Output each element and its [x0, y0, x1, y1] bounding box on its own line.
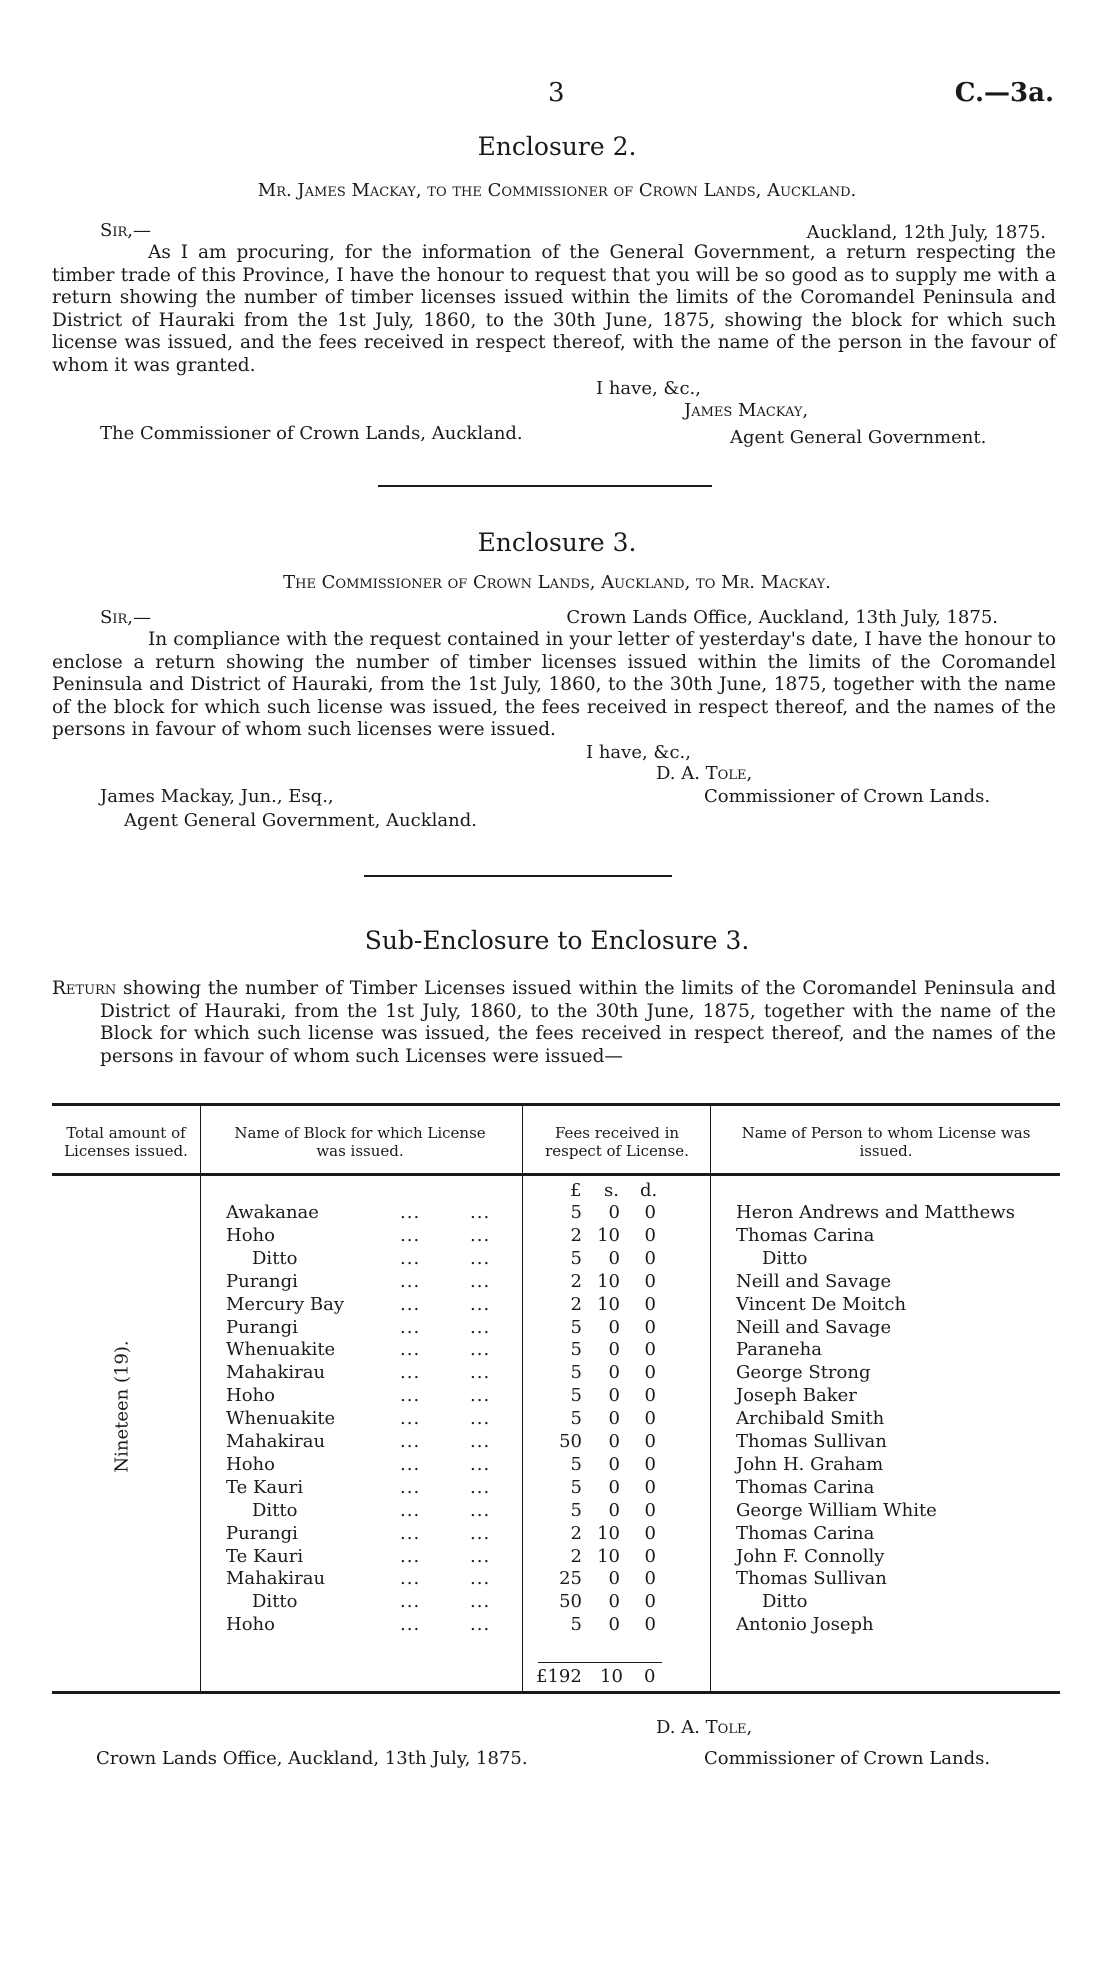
block-name: Hoho — [226, 1614, 275, 1636]
leader-dots: ... — [470, 1362, 491, 1384]
total-pounds: £192 — [536, 1666, 582, 1687]
person-name: John H. Graham — [736, 1453, 884, 1475]
person-name: George Strong — [736, 1362, 871, 1384]
fee-pence: 0 — [644, 1224, 656, 1246]
fee-pence: 0 — [644, 1385, 656, 1407]
fee-pence: 0 — [644, 1614, 656, 1636]
fee-pence: 0 — [644, 1453, 656, 1475]
fee-shillings: 0 — [608, 1316, 620, 1338]
fee-pence: 0 — [644, 1568, 656, 1590]
leader-dots: ... — [400, 1270, 421, 1292]
table-row — [0, 1500, 1114, 1523]
enclosure-2-body: As I am procuring, for the information of the General Government, a return respecting the timber trade of this Province, I have the honour to request that you will be so good as to supply me with a return showing the number of timber licenses issued within the limits of the Coromandel Peninsula and District of Hauraki from the 1st July, 1860, to the 30th June, 1875, showing the block for which such license was issued, and the fees received in respect thereof, with the name of the person in the favour of whom it was granted. — [52, 242, 1056, 376]
document-reference: C.—3a. — [954, 78, 1054, 108]
fee-shillings: 0 — [608, 1408, 620, 1430]
leader-dots: ... — [470, 1499, 491, 1521]
fee-shillings: 10 — [597, 1522, 620, 1544]
fee-pounds: 50 — [559, 1431, 582, 1452]
person-name: Thomas Carina — [736, 1224, 875, 1246]
table-row — [0, 1591, 1114, 1614]
block-name: Purangi — [226, 1522, 298, 1544]
fee-shillings: 0 — [608, 1476, 620, 1498]
fee-pounds: 5 — [570, 1408, 582, 1430]
fee-pence: 0 — [644, 1431, 656, 1452]
leader-dots: ... — [470, 1247, 491, 1269]
total-licenses-count: Nineteen (19). — [111, 1340, 133, 1473]
fee-shillings: 10 — [597, 1270, 620, 1292]
fee-shillings: 0 — [608, 1568, 620, 1590]
leader-dots: ... — [400, 1316, 421, 1338]
fee-pence: 0 — [644, 1293, 656, 1315]
block-name: Te Kauri — [226, 1476, 304, 1498]
fee-pence: 0 — [644, 1499, 656, 1521]
enclosure-2-signer-title: Agent General Government. — [730, 427, 987, 448]
fee-pence: 0 — [644, 1202, 656, 1223]
person-name: Vincent De Moitch — [736, 1293, 907, 1315]
leader-dots: ... — [470, 1339, 491, 1361]
fee-pence: 0 — [644, 1545, 656, 1567]
leader-dots: ... — [470, 1316, 491, 1338]
fee-shillings: 10 — [597, 1293, 620, 1315]
fee-pence: 0 — [644, 1247, 656, 1269]
block-name: Hoho — [226, 1453, 275, 1475]
sub-enclosure-signer: D. A. Tole, — [656, 1717, 753, 1738]
table-row — [0, 1385, 1114, 1408]
header-fees: Fees received in respect of License. — [545, 1124, 689, 1160]
fee-pence: 0 — [644, 1270, 656, 1292]
leader-dots: ... — [400, 1385, 421, 1407]
fee-pence: 0 — [644, 1522, 656, 1544]
person-name: Thomas Carina — [736, 1476, 875, 1498]
table-row — [0, 1614, 1114, 1637]
person-name: Thomas Sullivan — [736, 1568, 887, 1590]
table-row — [0, 1271, 1114, 1294]
fee-shillings: 0 — [608, 1202, 620, 1223]
table-row — [0, 1362, 1114, 1385]
block-name: Awakanae — [226, 1202, 319, 1223]
leader-dots: ... — [400, 1293, 421, 1315]
section-divider — [378, 485, 712, 487]
leader-dots: ... — [470, 1431, 491, 1452]
person-name: Thomas Carina — [736, 1522, 875, 1544]
enclosure-3-addressee-line1: James Mackay, Jun., Esq., — [100, 786, 334, 807]
section-divider — [364, 875, 672, 877]
leader-dots: ... — [470, 1224, 491, 1246]
enclosure-3-salutation: Sir,— — [100, 607, 151, 628]
leader-dots: ... — [400, 1202, 421, 1223]
leader-dots: ... — [400, 1591, 421, 1613]
enclosure-2-closing: I have, &c., — [596, 378, 701, 399]
person-name: Ditto — [762, 1247, 808, 1269]
currency-pence-header: d. — [640, 1180, 658, 1201]
enclosure-3-signer: D. A. Tole, — [656, 763, 753, 784]
fee-shillings: 0 — [608, 1499, 620, 1521]
leader-dots: ... — [470, 1385, 491, 1407]
fee-pounds: 5 — [570, 1316, 582, 1338]
person-name: Thomas Sullivan — [736, 1431, 887, 1452]
enclosure-3-title: Enclosure 3. — [477, 528, 637, 557]
fee-pounds: 2 — [570, 1522, 582, 1544]
enclosure-2-date: Auckland, 12th July, 1875. — [806, 222, 1046, 243]
leader-dots: ... — [400, 1499, 421, 1521]
block-name: Hoho — [226, 1385, 275, 1407]
fee-pounds: 25 — [559, 1568, 582, 1590]
leader-dots: ... — [470, 1408, 491, 1430]
block-name: Te Kauri — [226, 1545, 304, 1567]
enclosure-3-date: Crown Lands Office, Auckland, 13th July, 1875. — [566, 607, 998, 628]
page-number: 3 — [548, 78, 565, 108]
fee-shillings: 10 — [597, 1224, 620, 1246]
leader-dots: ... — [400, 1453, 421, 1475]
fee-pounds: 2 — [570, 1224, 582, 1246]
fee-pence: 0 — [644, 1316, 656, 1338]
leader-dots: ... — [400, 1362, 421, 1384]
person-name: George William White — [736, 1499, 937, 1521]
fee-shillings: 0 — [608, 1591, 620, 1613]
table-row — [0, 1248, 1114, 1271]
leader-dots: ... — [400, 1247, 421, 1269]
leader-dots: ... — [400, 1431, 421, 1452]
person-name: Neill and Savage — [736, 1270, 892, 1292]
leader-dots: ... — [470, 1591, 491, 1613]
leader-dots: ... — [470, 1270, 491, 1292]
office-date: Crown Lands Office, Auckland, 13th July, 1875. — [96, 1748, 528, 1769]
fee-shillings: 10 — [597, 1545, 620, 1567]
leader-dots: ... — [400, 1339, 421, 1361]
enclosure-3-signer-title: Commissioner of Crown Lands. — [704, 786, 991, 807]
enclosure-2-signer: James Mackay, — [684, 400, 809, 421]
table-row — [0, 1339, 1114, 1362]
person-name: Neill and Savage — [736, 1316, 892, 1338]
fee-pounds: 5 — [570, 1339, 582, 1361]
enclosure-2-salutation: Sir,— — [100, 220, 151, 241]
fee-shillings: 0 — [608, 1247, 620, 1269]
table-top-rule — [52, 1103, 1060, 1106]
block-name: Ditto — [252, 1499, 298, 1521]
total-rule — [538, 1662, 662, 1663]
fee-shillings: 0 — [608, 1453, 620, 1475]
block-name: Hoho — [226, 1224, 275, 1246]
total-pence: 0 — [644, 1666, 656, 1687]
person-name: Antonio Joseph — [736, 1614, 874, 1636]
fee-pounds: 5 — [570, 1202, 582, 1223]
return-text: showing the number of Timber Licenses issued within the limits of the Coromandel Peninsula and District of Hauraki, from the 1st July, 1860, to the 30th June, 1875, together with the name of the Block for which such license was issued, the fees received in respect thereof, and the names of the persons in favour of whom such Licenses were issued— — [100, 978, 1056, 1067]
return-lead: Return — [52, 978, 117, 999]
leader-dots: ... — [400, 1476, 421, 1498]
fee-pounds: 2 — [570, 1293, 582, 1315]
currency-shillings-header: s. — [604, 1180, 619, 1201]
fee-pence: 0 — [644, 1362, 656, 1384]
fee-shillings: 0 — [608, 1362, 620, 1384]
leader-dots: ... — [400, 1614, 421, 1636]
leader-dots: ... — [470, 1545, 491, 1567]
header-total-licenses: Total amount of Licenses issued. — [64, 1124, 188, 1160]
table-row — [0, 1225, 1114, 1248]
person-name: Ditto — [762, 1591, 808, 1613]
table-row — [0, 1431, 1114, 1454]
table-header-rule — [52, 1173, 1060, 1176]
fee-pounds: 50 — [559, 1591, 582, 1613]
block-name: Ditto — [252, 1247, 298, 1269]
leader-dots: ... — [400, 1568, 421, 1590]
fee-pounds: 5 — [570, 1614, 582, 1636]
leader-dots: ... — [400, 1522, 421, 1544]
fee-pounds: 5 — [570, 1499, 582, 1521]
fee-shillings: 0 — [608, 1614, 620, 1636]
leader-dots: ... — [400, 1224, 421, 1246]
total-shillings: 10 — [600, 1666, 623, 1687]
table-row — [0, 1477, 1114, 1500]
return-description — [52, 978, 1056, 1068]
enclosure-3-body: In compliance with the request contained in your letter of yesterday's date, I have the honour to enclose a return showing the number of timber licenses issued within the limits of the Coromandel Peninsula and District of Hauraki, from the 1st July, 1860, to the 30th June, 1875, together with the name of the block for which such license was issued, the fees received in respect thereof, and the names of the persons in favour of whom such licenses were issued. — [52, 629, 1056, 740]
table-row — [0, 1317, 1114, 1340]
header-block-name: Name of Block for which License was issued. — [234, 1124, 486, 1160]
fee-pounds: 2 — [570, 1270, 582, 1292]
table-row — [0, 1408, 1114, 1431]
table-bottom-rule — [52, 1691, 1060, 1694]
sub-enclosure-title: Sub-Enclosure to Enclosure 3. — [364, 926, 750, 955]
table-row — [0, 1568, 1114, 1591]
enclosure-2-title: Enclosure 2. — [477, 132, 637, 161]
leader-dots: ... — [470, 1522, 491, 1544]
fee-pounds: 5 — [570, 1453, 582, 1475]
table-row — [0, 1202, 1114, 1225]
table-row — [0, 1546, 1114, 1569]
block-name: Purangi — [226, 1270, 298, 1292]
fee-pounds: 5 — [570, 1247, 582, 1269]
block-name: Mahakirau — [226, 1362, 326, 1384]
block-name: Mahakirau — [226, 1568, 326, 1590]
fee-shillings: 0 — [608, 1431, 620, 1452]
person-name: Heron Andrews and Matthews — [736, 1202, 1015, 1223]
fee-pence: 0 — [644, 1476, 656, 1498]
person-name: Paraneha — [736, 1339, 822, 1361]
sub-enclosure-signer-title: Commissioner of Crown Lands. — [704, 1748, 991, 1769]
fee-pounds: 2 — [570, 1545, 582, 1567]
fee-shillings: 0 — [608, 1385, 620, 1407]
fee-pence: 0 — [644, 1408, 656, 1430]
enclosure-3-closing: I have, &c., — [586, 742, 691, 763]
fee-pence: 0 — [644, 1339, 656, 1361]
leader-dots: ... — [470, 1293, 491, 1315]
fee-pounds: 5 — [570, 1362, 582, 1384]
block-name: Purangi — [226, 1316, 298, 1338]
leader-dots: ... — [470, 1568, 491, 1590]
block-name: Whenuakite — [226, 1408, 336, 1430]
fee-pounds: 5 — [570, 1476, 582, 1498]
leader-dots: ... — [470, 1453, 491, 1475]
fee-shillings: 0 — [608, 1339, 620, 1361]
person-name: John F. Connolly — [736, 1545, 885, 1567]
leader-dots: ... — [400, 1408, 421, 1430]
header-person-name: Name of Person to whom License was issued. — [741, 1124, 1031, 1160]
table-row — [0, 1454, 1114, 1477]
enclosure-3-heading: The Commissioner of Crown Lands, Auckland, to Mr. Mackay. — [283, 572, 831, 593]
leader-dots: ... — [470, 1202, 491, 1223]
table-row — [0, 1294, 1114, 1317]
enclosure-2-addressee: The Commissioner of Crown Lands, Auckland. — [100, 423, 523, 444]
block-name: Ditto — [252, 1591, 298, 1613]
table-row — [0, 1523, 1114, 1546]
enclosure-3-addressee-line2: Agent General Government, Auckland. — [124, 810, 477, 831]
block-name: Whenuakite — [226, 1339, 336, 1361]
block-name: Mercury Bay — [226, 1293, 344, 1315]
enclosure-2-heading: Mr. James Mackay, to the Commissioner of Crown Lands, Auckland. — [257, 180, 857, 201]
leader-dots: ... — [400, 1545, 421, 1567]
fee-pence: 0 — [644, 1591, 656, 1613]
currency-pounds-header: £ — [570, 1180, 582, 1201]
fee-pounds: 5 — [570, 1385, 582, 1407]
leader-dots: ... — [470, 1614, 491, 1636]
person-name: Joseph Baker — [736, 1385, 857, 1407]
leader-dots: ... — [470, 1476, 491, 1498]
block-name: Mahakirau — [226, 1431, 326, 1452]
person-name: Archibald Smith — [736, 1408, 885, 1430]
